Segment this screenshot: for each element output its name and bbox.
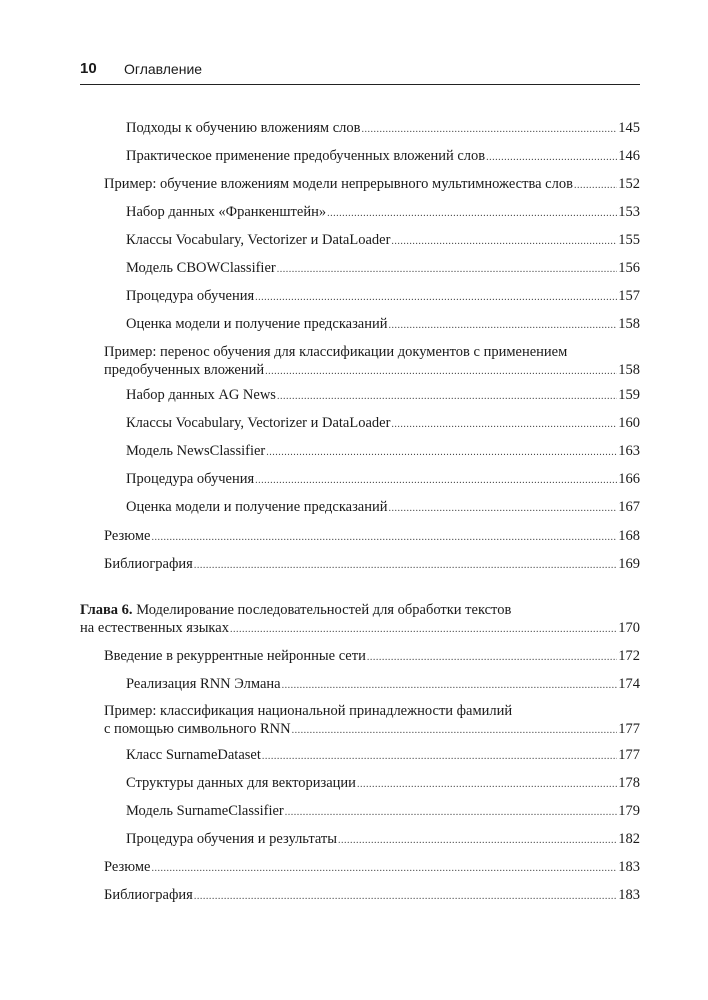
dot-leader bbox=[255, 472, 617, 490]
toc-entry-line bbox=[126, 315, 640, 335]
dot-leader bbox=[389, 317, 617, 335]
toc-entry-title: Практическое применение предобученных вложений слов bbox=[126, 148, 486, 164]
toc-entry-line bbox=[126, 746, 640, 766]
toc-entry-line bbox=[126, 675, 640, 695]
toc-entry bbox=[126, 746, 640, 766]
toc-entry-title: Набор данных «Франкенштейн» bbox=[126, 204, 327, 220]
toc-entry-line bbox=[104, 886, 640, 906]
toc-entry-title: Процедура обучения bbox=[126, 471, 255, 487]
toc-entry-line bbox=[126, 414, 640, 434]
toc-entry-title: Пример: обучение вложениям модели непрерывного мультимножества слов bbox=[104, 176, 573, 192]
toc-page-number: 177 bbox=[618, 747, 640, 763]
toc-entry-title: Модель SurnameClassifier bbox=[126, 803, 284, 819]
chapter-label: Глава 6. bbox=[80, 602, 133, 618]
toc-page-number: 183 bbox=[618, 859, 640, 875]
toc-entry-line bbox=[104, 720, 640, 740]
dot-leader bbox=[389, 500, 617, 518]
toc-entry-title: Оценка модели и получение предсказаний bbox=[126, 316, 388, 332]
dot-leader bbox=[285, 804, 617, 822]
toc-entry bbox=[126, 259, 640, 279]
dot-leader bbox=[574, 177, 617, 195]
toc-page-number: 155 bbox=[618, 232, 640, 248]
toc-entry bbox=[126, 675, 640, 695]
toc-entry bbox=[126, 470, 640, 490]
toc-entry bbox=[104, 343, 640, 381]
toc-entry-title: с помощью символьного RNN bbox=[104, 721, 291, 737]
toc-entry-line bbox=[126, 470, 640, 490]
toc-entry-line bbox=[126, 442, 640, 462]
toc-entry-title: Библиография bbox=[104, 556, 193, 572]
toc-entry bbox=[126, 231, 640, 251]
dot-leader bbox=[361, 121, 617, 139]
dot-leader bbox=[367, 649, 617, 667]
toc-entry-title: Процедура обучения bbox=[126, 288, 255, 304]
dot-leader bbox=[277, 388, 617, 406]
toc-entry-line bbox=[126, 498, 640, 518]
toc-page-number: 163 bbox=[618, 443, 640, 459]
toc-entry-line bbox=[126, 147, 640, 167]
dot-leader bbox=[292, 722, 617, 740]
toc-entry-title: Модель CBOWClassifier bbox=[126, 260, 276, 276]
toc-page-number: 183 bbox=[618, 887, 640, 903]
toc-entry-title: Пример: перенос обучения для классификации документов с применением bbox=[104, 344, 568, 360]
dot-leader bbox=[151, 529, 617, 547]
dot-leader bbox=[282, 677, 617, 695]
dot-leader bbox=[338, 832, 617, 850]
toc-entry bbox=[126, 287, 640, 307]
toc-page-number: 177 bbox=[618, 721, 640, 737]
dot-leader bbox=[266, 444, 617, 462]
toc-page-number: 179 bbox=[618, 803, 640, 819]
toc-page-number: 152 bbox=[618, 176, 640, 192]
toc-entry bbox=[126, 203, 640, 223]
toc-entry bbox=[126, 414, 640, 434]
toc-entry-line bbox=[126, 287, 640, 307]
toc-page-number: 170 bbox=[618, 620, 640, 636]
toc-page-number: 167 bbox=[618, 499, 640, 515]
toc-page-number: 158 bbox=[618, 316, 640, 332]
toc-entry-line bbox=[126, 386, 640, 406]
toc-entry bbox=[104, 886, 640, 906]
toc-entry-title: Резюме bbox=[104, 528, 151, 544]
toc-entry-title: предобученных вложений bbox=[104, 362, 265, 378]
toc-entry bbox=[104, 555, 640, 575]
toc-entry-line bbox=[104, 647, 640, 667]
toc-entry bbox=[126, 802, 640, 822]
toc-entry-line bbox=[104, 361, 640, 381]
dot-leader bbox=[230, 621, 617, 639]
toc-entry bbox=[104, 858, 640, 878]
toc-entry-title: на естественных языках bbox=[80, 620, 229, 636]
toc-entry-title: Библиография bbox=[104, 887, 193, 903]
toc-entry bbox=[104, 702, 640, 740]
toc-page-number: 174 bbox=[618, 676, 640, 692]
toc-page-number: 158 bbox=[618, 362, 640, 378]
toc-entry bbox=[80, 601, 640, 639]
toc-entry-title: Реализация RNN Элмана bbox=[126, 676, 281, 692]
toc-entry-title: Введение в рекуррентные нейронные сети bbox=[104, 648, 366, 664]
dot-leader bbox=[255, 289, 617, 307]
toc-page-number: 146 bbox=[618, 148, 640, 164]
toc-entry-line bbox=[126, 203, 640, 223]
toc-entry-line bbox=[126, 774, 640, 794]
toc-entry bbox=[104, 647, 640, 667]
toc-entry-title: Оценка модели и получение предсказаний bbox=[126, 499, 388, 515]
toc-entry bbox=[126, 386, 640, 406]
dot-leader bbox=[262, 748, 617, 766]
toc-entry-line bbox=[104, 555, 640, 575]
toc-entry-line bbox=[80, 601, 640, 619]
toc-entry bbox=[104, 175, 640, 195]
toc-entry-line bbox=[80, 619, 640, 639]
toc-entry bbox=[126, 315, 640, 335]
toc-entry-line bbox=[126, 259, 640, 279]
running-title: Оглавление bbox=[124, 61, 203, 77]
toc-page-number: 156 bbox=[618, 260, 640, 276]
dot-leader bbox=[327, 205, 617, 223]
toc-entry bbox=[126, 442, 640, 462]
dot-leader bbox=[265, 363, 617, 381]
toc-entry-line bbox=[126, 802, 640, 822]
dot-leader bbox=[391, 416, 617, 434]
toc-page-number: 172 bbox=[618, 648, 640, 664]
toc-entry-line bbox=[104, 702, 640, 720]
dot-leader bbox=[194, 557, 617, 575]
toc-entry-title: Классы Vocabulary, Vectorizer и DataLoader bbox=[126, 415, 391, 431]
dot-leader bbox=[151, 860, 617, 878]
toc-entry-title: Структуры данных для векторизации bbox=[126, 775, 356, 791]
toc-page-number: 169 bbox=[618, 556, 640, 572]
toc-entry-title: Моделирование последовательностей для обработки текстов bbox=[132, 602, 512, 618]
toc-page-number: 168 bbox=[618, 528, 640, 544]
toc-entry-title: Набор данных AG News bbox=[126, 387, 276, 403]
toc-page-number: 159 bbox=[618, 387, 640, 403]
toc-entry-title: Процедура обучения и результаты bbox=[126, 831, 338, 847]
dot-leader bbox=[391, 233, 617, 251]
toc-entry-line bbox=[104, 527, 640, 547]
dot-leader bbox=[357, 776, 617, 794]
dot-leader bbox=[277, 261, 617, 279]
toc-entry bbox=[126, 147, 640, 167]
dot-leader bbox=[486, 149, 617, 167]
toc-page-number: 178 bbox=[618, 775, 640, 791]
toc-entry-line bbox=[104, 343, 640, 361]
toc-page-number: 153 bbox=[618, 204, 640, 220]
page-number: 10 bbox=[80, 60, 97, 77]
toc-entry-title: Пример: классификация национальной принадлежности фамилий bbox=[104, 703, 513, 719]
toc-entry-line bbox=[126, 119, 640, 139]
toc-entry bbox=[126, 498, 640, 518]
toc-entry-title: Резюме bbox=[104, 859, 151, 875]
toc-entry-title: Подходы к обучению вложениям слов bbox=[126, 120, 361, 136]
toc-page-number: 166 bbox=[618, 471, 640, 487]
toc-page-number: 157 bbox=[618, 288, 640, 304]
toc-entry bbox=[126, 774, 640, 794]
toc-entry-title: Модель NewsClassifier bbox=[126, 443, 266, 459]
toc-entry bbox=[126, 119, 640, 139]
toc-entry bbox=[104, 527, 640, 547]
toc-entry-title: Классы Vocabulary, Vectorizer и DataLoader bbox=[126, 232, 391, 248]
toc-entry-line bbox=[126, 830, 640, 850]
toc-entry bbox=[126, 830, 640, 850]
toc-entry-line bbox=[104, 175, 640, 195]
toc-page-number: 160 bbox=[618, 415, 640, 431]
toc-page-number: 182 bbox=[618, 831, 640, 847]
toc-entry-line bbox=[104, 858, 640, 878]
toc-entry-title: Класс SurnameDataset bbox=[126, 747, 261, 763]
dot-leader bbox=[194, 888, 617, 906]
toc-entry-line bbox=[126, 231, 640, 251]
toc-page-number: 145 bbox=[618, 120, 640, 136]
